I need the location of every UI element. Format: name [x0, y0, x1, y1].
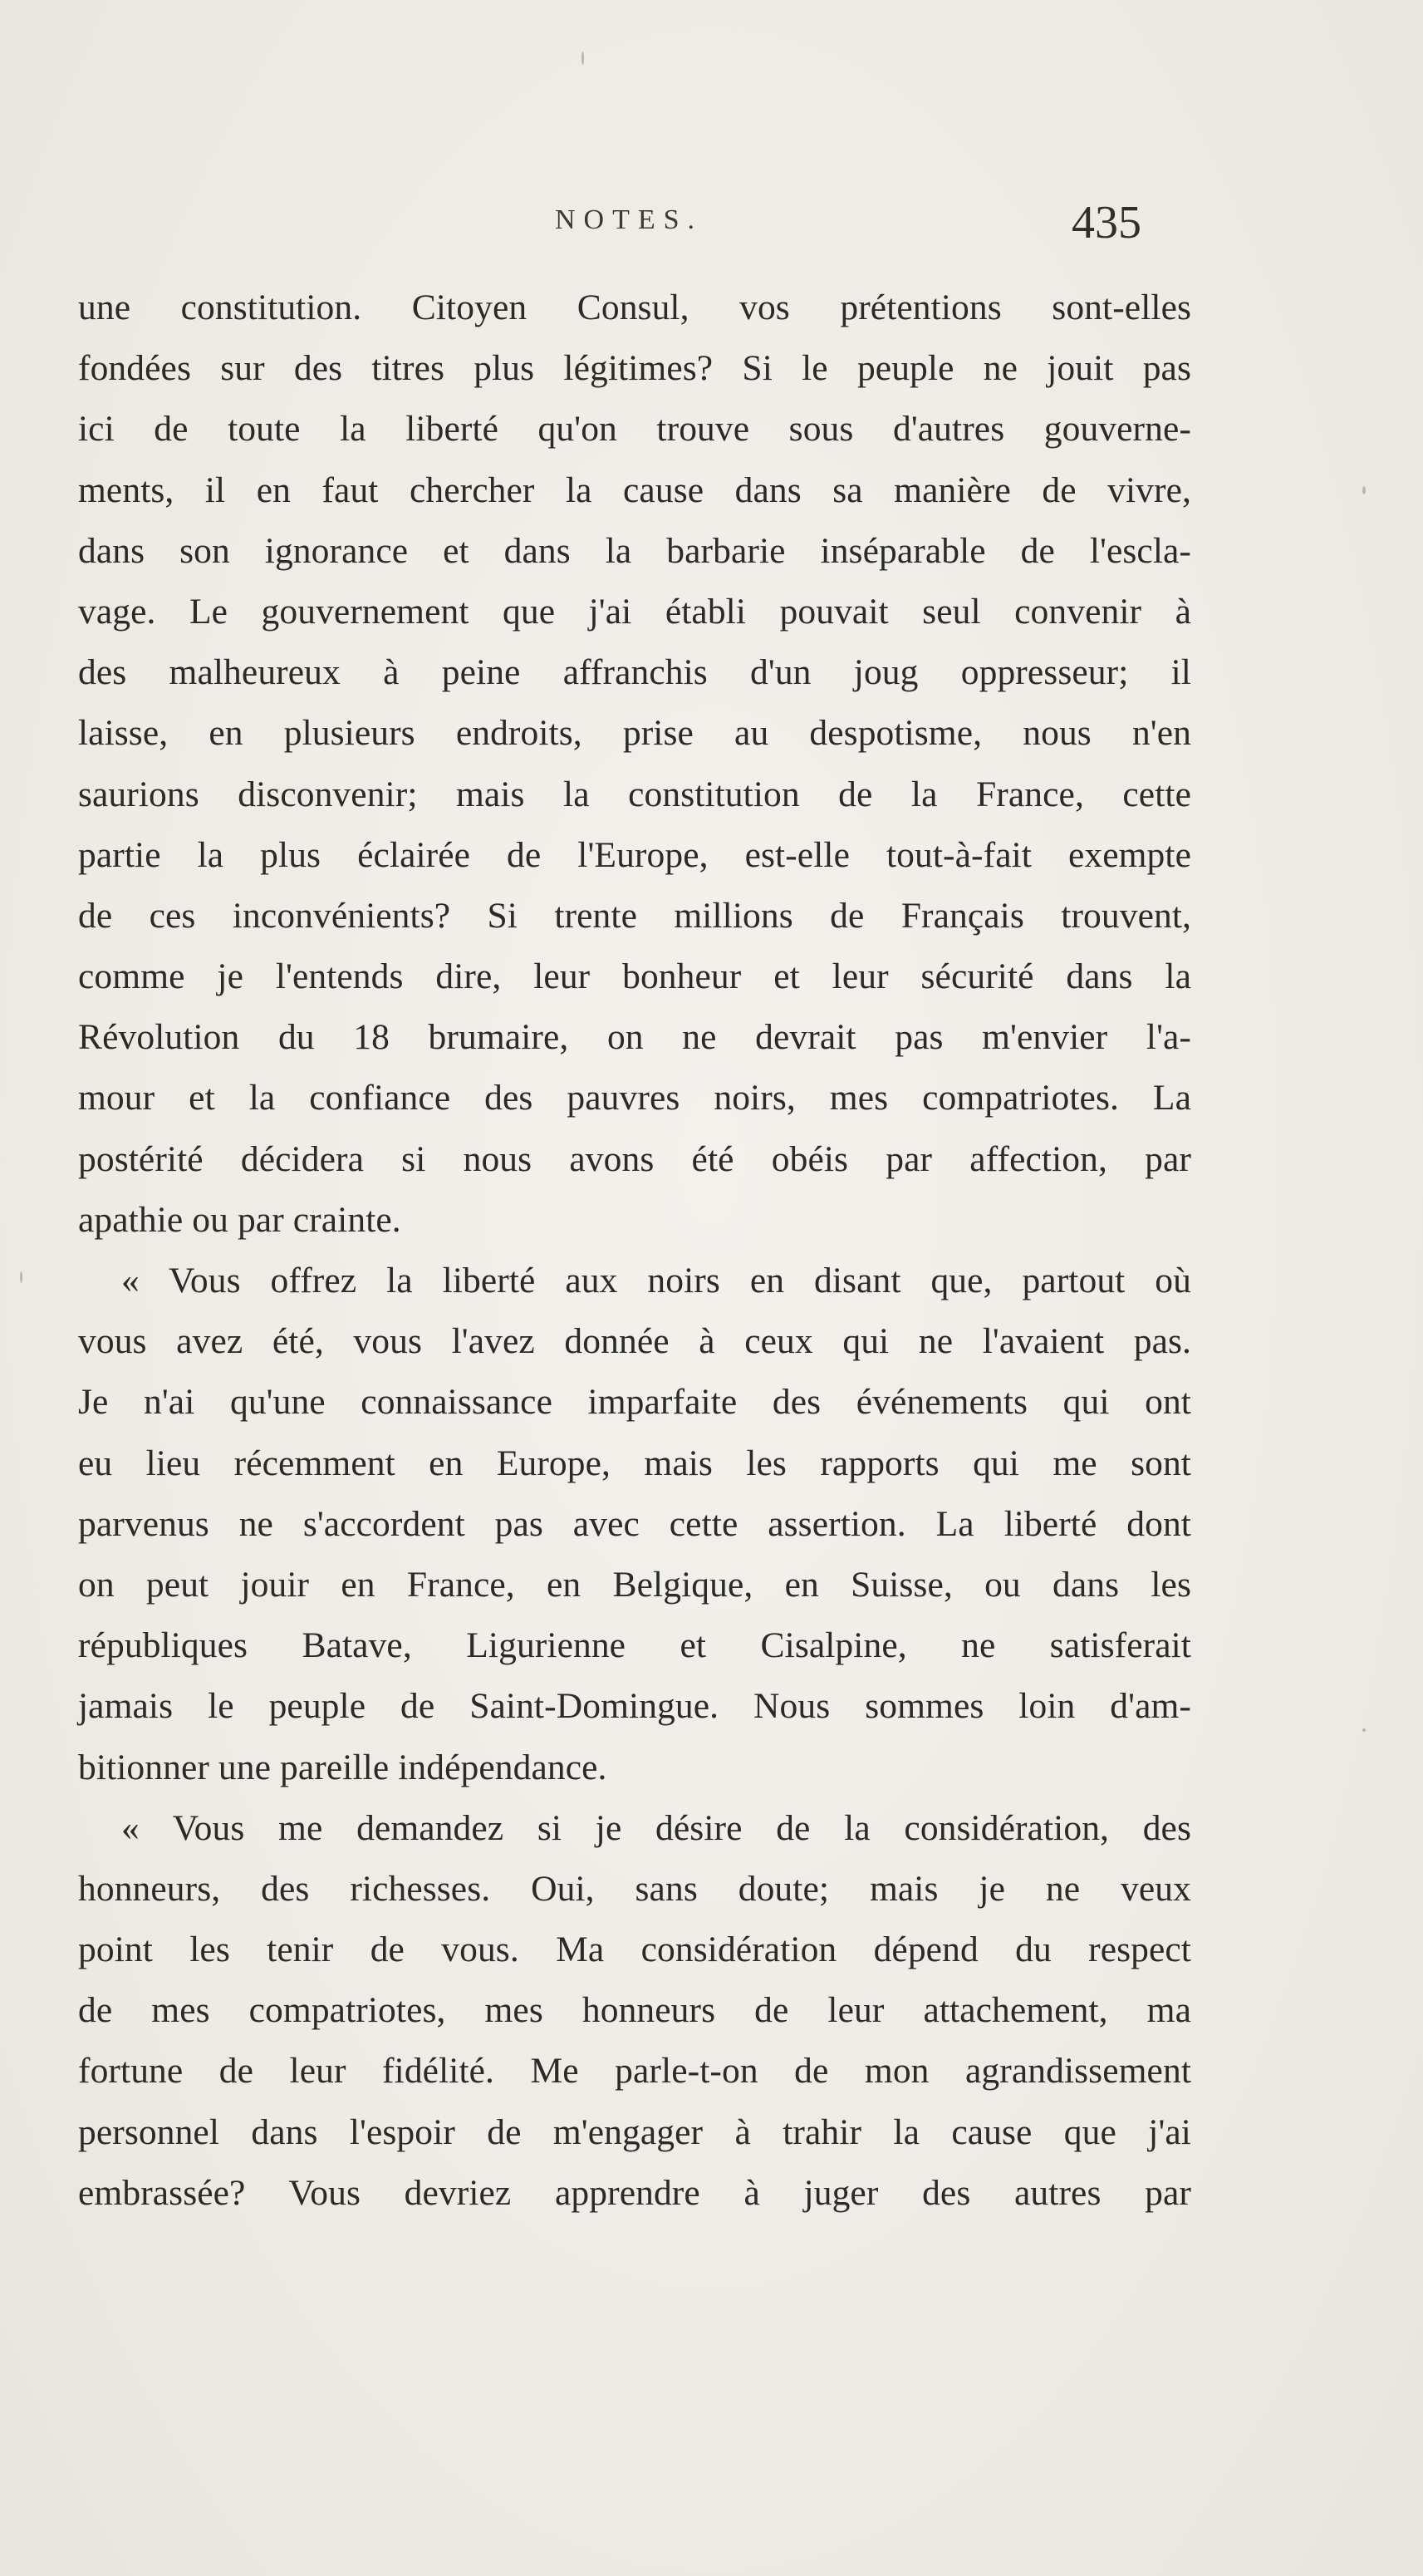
- text-line: jamais le peuple de Saint-Domingue. Nous sommes loin d'am-: [78, 1686, 1191, 1727]
- text-line: comme je l'entends dire, leur bonheur et leur sécurité dans la: [78, 956, 1191, 997]
- text-line: des malheureux à peine affranchis d'un joug oppresseur; il: [78, 652, 1191, 693]
- text-line: fortune de leur fidélité. Me parle-t-on de mon agrandissement: [78, 2051, 1191, 2092]
- text-line: laisse, en plusieurs endroits, prise au despotisme, nous n'en: [78, 713, 1191, 754]
- text-line: ments, il en faut chercher la cause dans sa manière de vivre,: [78, 469, 1191, 510]
- page-number: 435: [1072, 197, 1141, 248]
- text-line: apathie ou par crainte.: [78, 1199, 401, 1240]
- text-line: de mes compatriotes, mes honneurs de leur attachement, ma: [78, 1990, 1191, 2031]
- text-line: Révolution du 18 brumaire, on ne devrait pas m'envier l'a-: [78, 1017, 1191, 1058]
- text-line: eu lieu récemment en Europe, mais les rapports qui me sont: [78, 1443, 1191, 1483]
- body-text: [78, 278, 1191, 2224]
- text-line: embrassée? Vous devriez apprendre à juger des autres par: [78, 2172, 1191, 2213]
- text-line: saurions disconvenir; mais la constitution de la France, cette: [78, 774, 1191, 814]
- text-line: « Vous me demandez si je désire de la considération, des: [121, 1807, 1191, 1848]
- text-line: postérité décidera si nous avons été obéis par affection, par: [78, 1138, 1191, 1179]
- text-line: vage. Le gouvernement que j'ai établi pouvait seul convenir à: [78, 591, 1191, 632]
- text-line: fondées sur des titres plus légitimes? Si le peuple ne jouit pas: [78, 348, 1191, 389]
- text-line: vous avez été, vous l'avez donnée à ceux qui ne l'avaient pas.: [78, 1321, 1191, 1362]
- text-line: bitionner une pareille indépendance.: [78, 1747, 607, 1787]
- text-line: ici de toute la liberté qu'on trouve sous d'autres gouverne-: [78, 409, 1191, 450]
- text-line: « Vous offrez la liberté aux noirs en disant que, partout où: [121, 1261, 1191, 1300]
- text-line: mour et la confiance des pauvres noirs, mes compatriotes. La: [78, 1078, 1191, 1118]
- running-title: NOTES.: [555, 204, 704, 235]
- text-line: une constitution. Citoyen Consul, vos prétentions sont-elles: [78, 288, 1191, 327]
- text-line: personnel dans l'espoir de m'engager à trahir la cause que j'ai: [78, 2111, 1191, 2152]
- text-line: point les tenir de vous. Ma considération dépend du respect: [78, 1930, 1191, 1970]
- text-line: de ces inconvénients? Si trente millions de Français trouvent,: [78, 895, 1191, 936]
- text-line: dans son ignorance et dans la barbarie inséparable de l'escla-: [78, 530, 1191, 571]
- text-line: partie la plus éclairée de l'Europe, est-elle tout-à-fait exempte: [78, 834, 1191, 875]
- paper-speck: [1362, 486, 1366, 494]
- paper-speck: [1362, 1728, 1366, 1732]
- paper-speck: [20, 1271, 22, 1283]
- text-line: on peut jouir en France, en Belgique, en Suisse, ou dans les: [78, 1564, 1191, 1605]
- text-line: Je n'ai qu'une connaissance imparfaite des événements qui ont: [78, 1382, 1191, 1423]
- text-line: parvenus ne s'accordent pas avec cette assertion. La liberté dont: [78, 1503, 1191, 1544]
- text-line: honneurs, des richesses. Oui, sans doute; mais je ne veux: [78, 1868, 1191, 1909]
- paper-speck: [581, 52, 584, 65]
- text-line: républiques Batave, Ligurienne et Cisalpine, ne satisferait: [78, 1625, 1191, 1666]
- running-head: [0, 196, 1423, 254]
